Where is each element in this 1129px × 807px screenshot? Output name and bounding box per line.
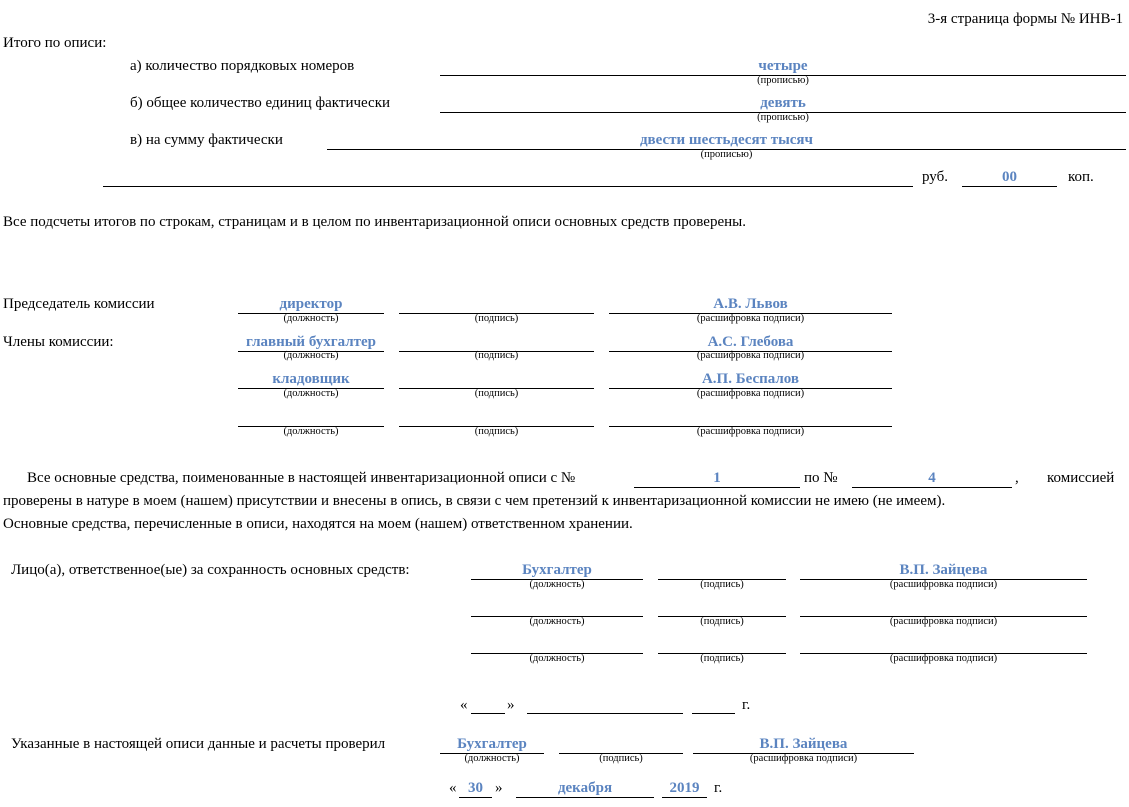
kop-value[interactable]: 00 xyxy=(1002,169,1017,185)
totals-a-label: а) количество порядковых номеров xyxy=(130,58,355,74)
kop-label: коп. xyxy=(1068,169,1094,185)
member-3-name-caption: (расшифровка подписи) xyxy=(696,426,805,437)
responsible-1-name-caption: (расшифровка подписи) xyxy=(889,579,998,590)
chairman-position[interactable]: директор xyxy=(279,296,343,312)
date2-year[interactable]: 2019 xyxy=(669,780,700,796)
totals-a-value[interactable]: четыре xyxy=(758,58,808,74)
date2-year-line xyxy=(662,797,707,798)
date1-open-quote: « xyxy=(460,697,468,713)
from-number-line xyxy=(634,487,800,488)
date2-year-suffix: г. xyxy=(714,780,723,796)
members-label: Члены комиссии: xyxy=(3,334,114,350)
responsible-3-position-caption: (должность) xyxy=(529,653,585,664)
member-3-signature-caption: (подпись) xyxy=(474,426,519,437)
chairman-name-caption: (расшифровка подписи) xyxy=(696,313,805,324)
verified-signature-caption: (подпись) xyxy=(599,753,643,764)
verified-position-caption: (должность) xyxy=(464,753,520,764)
responsible-label: Лицо(а), ответственное(ые) за сохранность основных средств: xyxy=(11,562,410,578)
to-number-line xyxy=(852,487,1012,488)
member-2-position[interactable]: кладовщик xyxy=(272,371,350,387)
statement-line2: проверены в натуре в моем (нашем) присутствии и внесены в опись, в связи с чем претензий к инвентаризационной комиссии не имею (не имеем). xyxy=(3,493,946,509)
form-page-header: 3-я страница формы № ИНВ-1 xyxy=(927,11,1123,27)
to-number[interactable]: 4 xyxy=(928,470,936,486)
totals-b-value[interactable]: девять xyxy=(760,95,806,111)
from-number[interactable]: 1 xyxy=(713,470,721,486)
chairman-position-caption: (должность) xyxy=(283,313,339,324)
date1-close-quote: » xyxy=(507,697,515,713)
statement-part1: Все основные средства, поименованные в настоящей инвентаризационной описи с № xyxy=(27,470,576,486)
responsible-3-signature-caption: (подпись) xyxy=(700,653,744,664)
member-1-name-caption: (расшифровка подписи) xyxy=(696,350,805,361)
responsible-1-signature-caption: (подпись) xyxy=(700,579,744,590)
checked-statement: Все подсчеты итогов по строкам, страницам и в целом по инвентаризационной описи основных средств проверены. xyxy=(3,214,746,230)
verified-name[interactable]: В.П. Зайцева xyxy=(759,736,848,752)
date2-month[interactable]: декабря xyxy=(557,780,613,796)
date1-day-line[interactable] xyxy=(471,713,505,714)
date1-year-line[interactable] xyxy=(692,713,735,714)
responsible-1-position-caption: (должность) xyxy=(529,579,585,590)
member-1-signature-caption: (подпись) xyxy=(474,350,519,361)
member-1-position-caption: (должность) xyxy=(283,350,339,361)
totals-title: Итого по описи: xyxy=(3,35,107,51)
responsible-1-name[interactable]: В.П. Зайцева xyxy=(899,562,988,578)
totals-c-label: в) на сумму фактически xyxy=(130,132,283,148)
chairman-name[interactable]: А.В. Львов xyxy=(713,296,788,312)
verified-name-caption: (расшифровка подписи) xyxy=(749,753,858,764)
chairman-label: Председатель комиссии xyxy=(3,296,155,312)
responsible-2-position-caption: (должность) xyxy=(529,616,585,627)
member-2-name-caption: (расшифровка подписи) xyxy=(696,388,805,399)
date2-day[interactable]: 30 xyxy=(468,780,483,796)
po-label: по № xyxy=(804,470,838,486)
member-2-name[interactable]: А.П. Беспалов xyxy=(701,371,800,387)
komissiey-word: комиссией xyxy=(1047,470,1115,486)
responsible-3-name-caption: (расшифровка подписи) xyxy=(889,653,998,664)
member-1-position[interactable]: главный бухгалтер xyxy=(246,334,376,350)
statement-comma: , xyxy=(1015,470,1019,486)
verified-position[interactable]: Бухгалтер xyxy=(457,736,527,752)
member-1-name[interactable]: А.С. Глебова xyxy=(707,334,794,350)
totals-a-caption: (прописью) xyxy=(757,75,809,86)
responsible-2-signature-caption: (подпись) xyxy=(700,616,744,627)
totals-sum-continuation-line[interactable] xyxy=(103,186,913,187)
totals-c-caption: (прописью) xyxy=(700,149,753,160)
statement-line3: Основные средства, перечисленные в описи, находятся на моем (нашем) ответственном хранении. xyxy=(3,516,633,532)
chairman-signature-caption: (подпись) xyxy=(474,313,519,324)
responsible-2-name-caption: (расшифровка подписи) xyxy=(889,616,998,627)
date2-close-quote: » xyxy=(495,780,503,796)
verified-label: Указанные в настоящей описи данные и расчеты проверил xyxy=(11,736,386,752)
date2-day-line xyxy=(459,797,492,798)
responsible-1-position[interactable]: Бухгалтер xyxy=(522,562,592,578)
totals-b-caption: (прописью) xyxy=(757,112,809,123)
member-2-position-caption: (должность) xyxy=(283,388,339,399)
member-2-signature-caption: (подпись) xyxy=(474,388,519,399)
kop-line xyxy=(962,186,1057,187)
date2-open-quote: « xyxy=(449,780,457,796)
date2-month-line xyxy=(516,797,654,798)
totals-b-label: б) общее количество единиц фактически xyxy=(130,95,391,111)
date1-year-suffix: г. xyxy=(742,697,751,713)
rub-label: руб. xyxy=(922,169,948,185)
member-3-position-caption: (должность) xyxy=(283,426,339,437)
date1-month-line[interactable] xyxy=(527,713,683,714)
totals-c-value[interactable]: двести шестьдесят тысяч xyxy=(639,132,814,148)
